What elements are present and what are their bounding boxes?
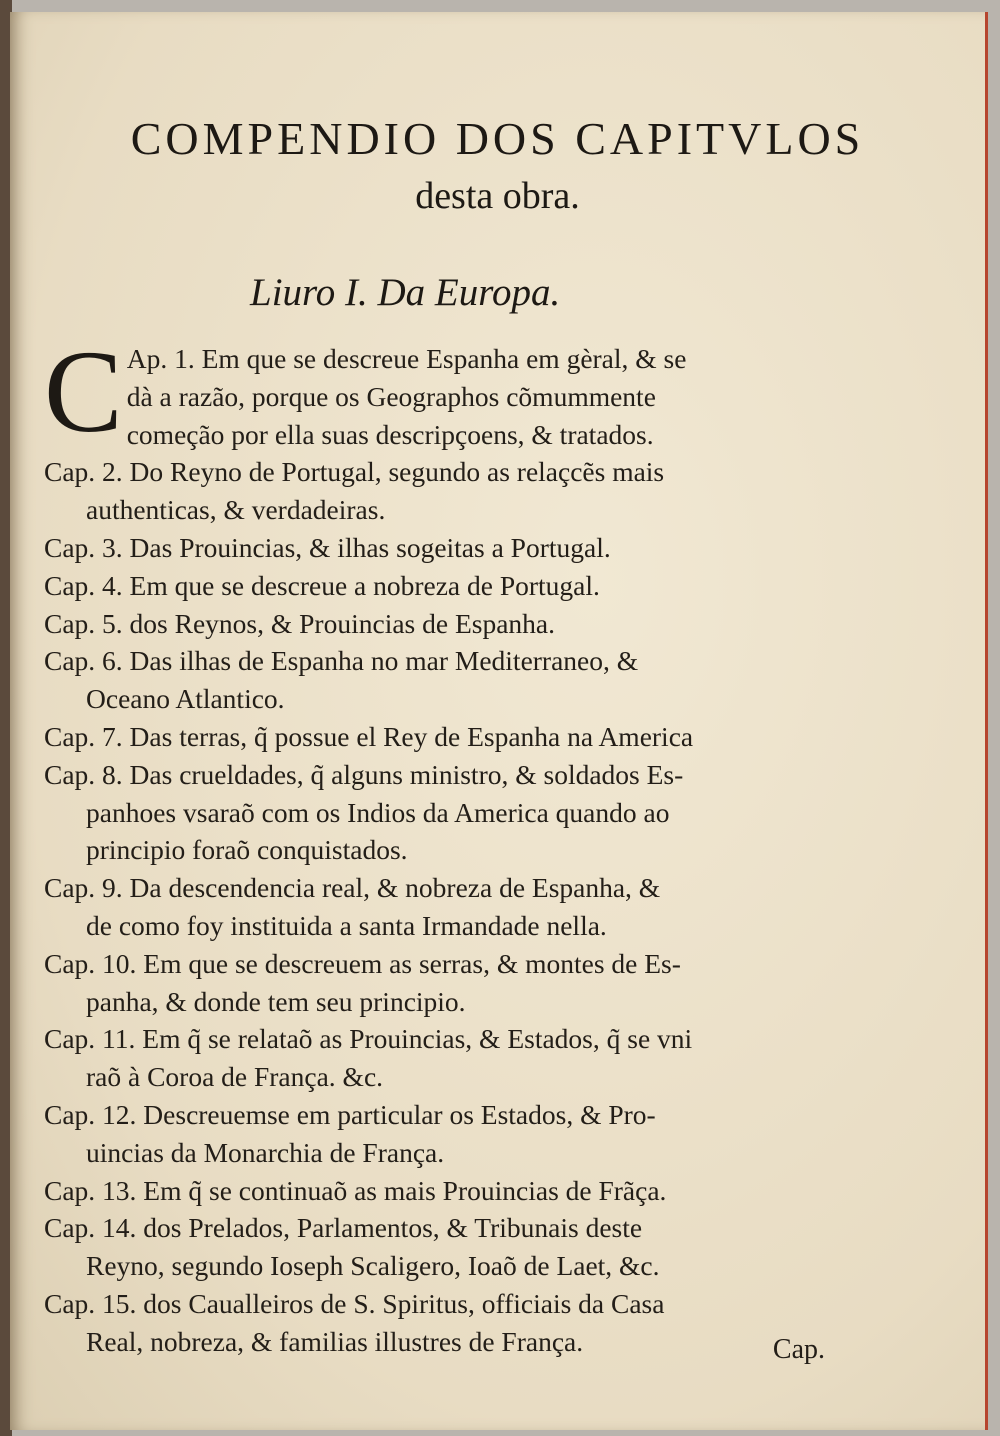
chapter-line: Cap. 11. Em q̃ se relataõ as Prouincias, & Estados, q̃ se vni	[44, 1023, 693, 1055]
chapter-line: Cap. 6. Das ilhas de Espanha no mar Mediterraneo, &	[44, 645, 639, 677]
chapter-entry	[44, 567, 844, 605]
chapter-line: Cap. 14. dos Prelados, Parlamentos, & Tribunais deste	[44, 1212, 643, 1244]
chapter-entry	[44, 642, 844, 718]
chapter-line: começão por ella suas descripçoens, & tratados.	[126, 418, 654, 450]
chapter-entry	[44, 1020, 844, 1096]
chapter-line: Oceano Atlantico.	[86, 683, 285, 715]
chapter-line: uincias da Monarchia de França.	[86, 1136, 445, 1168]
page-title: COMPENDIO DOS CAPITVLOS	[130, 113, 865, 164]
chapter-line: de como foy instituida a santa Irmandade nella.	[86, 909, 607, 941]
section-heading: Liuro I. Da Europa.	[250, 271, 561, 314]
chapter-entry	[44, 605, 844, 643]
chapter-line: Cap. 3. Das Prouincias, & ilhas sogeitas a Portugal.	[44, 531, 611, 563]
chapter-line: Cap. 15. dos Caualleiros de S. Spiritus, officiais da Casa	[44, 1287, 665, 1319]
chapter-line: Cap. 2. Do Reyno de Portugal, segundo as relaçcẽs mais	[44, 456, 665, 488]
book-page	[10, 12, 988, 1430]
chapter-entry	[44, 1096, 844, 1172]
chapter-line: Cap. 10. Em que se descreuem as serras, & montes de Es-	[44, 947, 681, 979]
chapter-line: Reyno, segundo Ioseph Scaligero, Ioaõ de Laet, &c.	[86, 1250, 660, 1282]
chapter-line: Cap. 12. Descreuemse em particular os Estados, & Pro-	[44, 1098, 656, 1130]
chapter-list	[44, 326, 844, 1361]
chapter-line: authenticas, & verdadeiras.	[86, 494, 386, 526]
chapter-entry	[44, 945, 844, 1021]
chapter-line: Cap. 7. Das terras, q̃ possue el Rey de Espanha na America	[44, 720, 694, 752]
catchword: Cap.	[772, 1334, 825, 1365]
chapter-entry	[44, 718, 844, 756]
chapter-entry	[44, 326, 844, 457]
chapter-line: panhoes vsaraõ com os Indios da America quando ao	[86, 796, 670, 828]
chapter-line: Cap. 5. dos Reynos, & Prouincias de Espanha.	[44, 607, 555, 639]
drop-cap: C	[44, 326, 123, 457]
chapter-entry	[44, 1285, 844, 1361]
chapter-line: Ap. 1. Em que se descreue Espanha em gèral, & se	[126, 343, 687, 374]
chapter-line: principio foraõ conquistados.	[86, 834, 408, 866]
chapter-line: dà a razão, porque os Geographos cõmummente	[126, 380, 656, 412]
chapter-line: panha, & donde tem seu principio.	[86, 985, 466, 1017]
chapter-entry	[44, 529, 844, 567]
chapter-line: raõ à Coroa de França. &c.	[86, 1061, 384, 1093]
chapter-line: Cap. 13. Em q̃ se continuaõ as mais Prouincias de Frãça.	[44, 1174, 667, 1206]
chapter-entry	[44, 756, 844, 869]
chapter-line: Real, nobreza, & familias illustres de França.	[86, 1325, 584, 1357]
chapter-entry	[44, 1172, 844, 1210]
chapter-line: Cap. 8. Das crueldades, q̃ alguns ministro, & soldados Es-	[44, 758, 684, 790]
page-subtitle: desta obra.	[415, 175, 580, 217]
chapter-entry	[44, 1209, 844, 1285]
chapter-entry	[44, 453, 844, 529]
chapter-line: Cap. 9. Da descendencia real, & nobreza de Espanha, &	[44, 872, 661, 904]
chapter-line: Cap. 4. Em que se descreue a nobreza de Portugal.	[44, 569, 600, 601]
chapter-entry	[44, 869, 844, 945]
